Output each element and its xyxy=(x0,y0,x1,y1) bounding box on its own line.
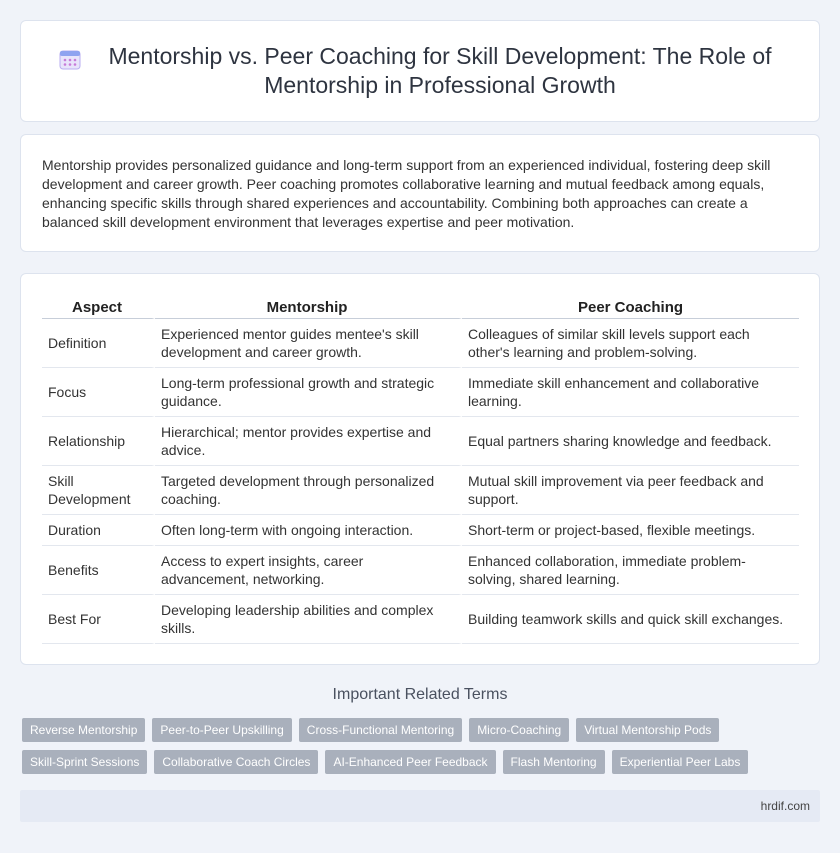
table-row xyxy=(42,546,799,595)
table-row xyxy=(42,515,799,546)
row-mentorship: Targeted development through personalized coaching. xyxy=(155,466,462,515)
tag-virtual-mentorship-pods[interactable]: Virtual Mentorship Pods xyxy=(576,718,719,742)
tag-cross-functional-mentoring[interactable]: Cross-Functional Mentoring xyxy=(299,718,462,742)
tag-row xyxy=(22,718,818,742)
header-peer-coaching: Peer Coaching xyxy=(462,296,799,319)
row-mentorship: Developing leadership abilities and complex skills. xyxy=(155,595,462,644)
row-aspect: Best For xyxy=(42,595,155,644)
tag-reverse-mentorship[interactable]: Reverse Mentorship xyxy=(22,718,145,742)
comparison-table xyxy=(42,296,799,644)
table-header-row xyxy=(42,296,799,319)
tag-peer-to-peer-upskilling[interactable]: Peer-to-Peer Upskilling xyxy=(152,718,291,742)
table-row xyxy=(42,319,799,368)
row-mentorship: Hierarchical; mentor provides expertise and advice. xyxy=(155,417,462,466)
header-mentorship: Mentorship xyxy=(155,296,462,319)
row-mentorship: Access to expert insights, career advancement, networking. xyxy=(155,546,462,595)
row-peer-coaching: Mutual skill improvement via peer feedback and support. xyxy=(462,466,799,515)
row-mentorship: Often long-term with ongoing interaction. xyxy=(155,515,462,546)
row-peer-coaching: Immediate skill enhancement and collaborative learning. xyxy=(462,368,799,417)
table-row xyxy=(42,466,799,515)
tag-ai-enhanced-peer-feedback[interactable]: AI-Enhanced Peer Feedback xyxy=(325,750,495,774)
row-peer-coaching: Colleagues of similar skill levels support each other's learning and problem-solving. xyxy=(462,319,799,368)
row-peer-coaching: Building teamwork skills and quick skill exchanges. xyxy=(462,595,799,644)
related-terms-tags xyxy=(22,718,818,782)
header-aspect: Aspect xyxy=(42,296,155,319)
row-peer-coaching: Equal partners sharing knowledge and feedback. xyxy=(462,417,799,466)
footer xyxy=(20,790,820,822)
tag-flash-mentoring[interactable]: Flash Mentoring xyxy=(503,750,605,774)
table-row xyxy=(42,417,799,466)
row-peer-coaching: Short-term or project-based, flexible meetings. xyxy=(462,515,799,546)
table-row xyxy=(42,368,799,417)
comparison-table-card xyxy=(20,273,820,665)
tag-experiential-peer-labs[interactable]: Experiential Peer Labs xyxy=(612,750,749,774)
row-aspect: Definition xyxy=(42,319,155,368)
row-mentorship: Experienced mentor guides mentee's skill development and career growth. xyxy=(155,319,462,368)
row-aspect: Benefits xyxy=(42,546,155,595)
related-terms-title: Important Related Terms xyxy=(332,686,508,703)
row-aspect: Relationship xyxy=(42,417,155,466)
title-card xyxy=(20,20,820,122)
row-peer-coaching: Enhanced collaboration, immediate problem-solving, shared learning. xyxy=(462,546,799,595)
tag-row xyxy=(22,750,818,774)
intro-paragraph: Mentorship provides personalized guidance and long-term support from an experienced individual, fostering deep skill development and career growth. Peer coaching promotes collaborative learning and mutual feedback among equals, enhancing specific skills through shared experiences and accountability. Combining both approaches can create a balanced skill development environment that leverages expertise and peer motivation. xyxy=(42,157,771,230)
footer-site[interactable]: hrdif.com xyxy=(760,799,810,813)
tag-collaborative-coach-circles[interactable]: Collaborative Coach Circles xyxy=(154,750,318,774)
row-aspect: Skill Development xyxy=(42,466,155,515)
table-row xyxy=(42,595,799,644)
tag-skill-sprint-sessions[interactable]: Skill-Sprint Sessions xyxy=(22,750,147,774)
intro-card xyxy=(20,134,820,252)
row-aspect: Duration xyxy=(42,515,155,546)
page-title: Mentorship vs. Peer Coaching for Skill Development: The Role of Mentorship in Professional Growth xyxy=(108,43,772,98)
row-mentorship: Long-term professional growth and strategic guidance. xyxy=(155,368,462,417)
row-aspect: Focus xyxy=(42,368,155,417)
tag-micro-coaching[interactable]: Micro-Coaching xyxy=(469,718,569,742)
